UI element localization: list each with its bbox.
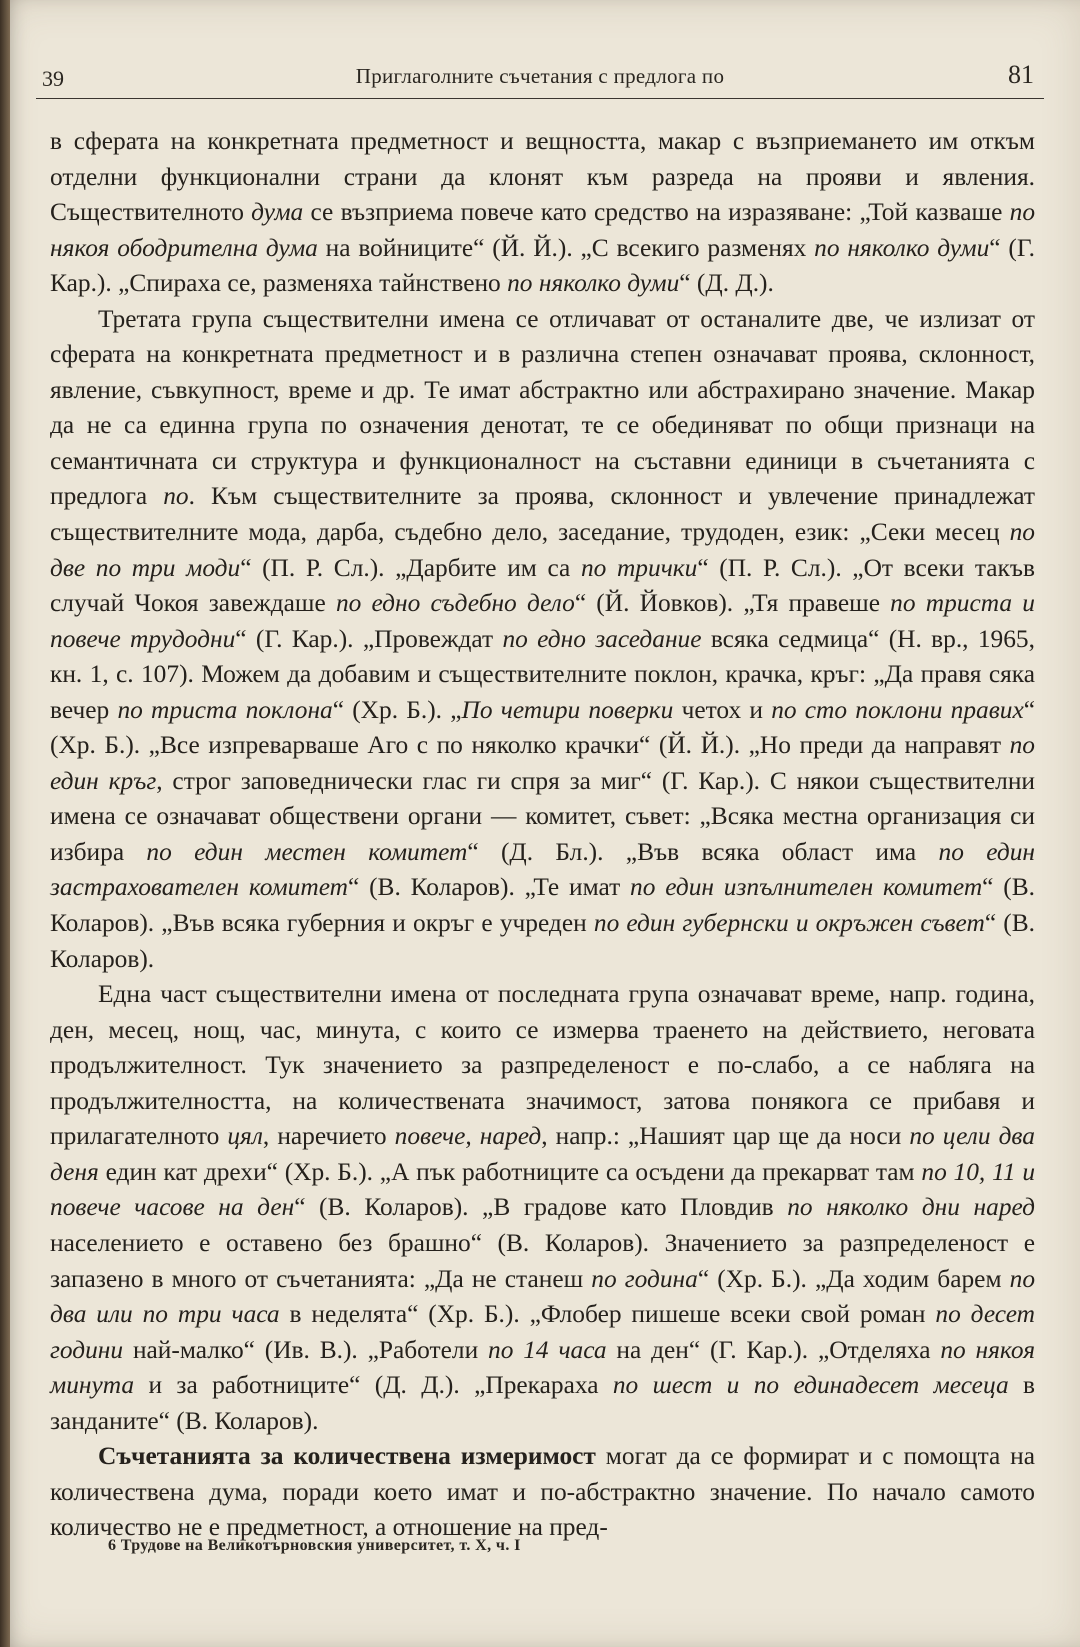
footer-signature-line: 6 Трудове на Великотърновския университет, т. X, ч. I <box>108 1537 521 1554</box>
body-text <box>50 124 1035 1546</box>
paragraph-1: в сферата на конкретната предметност и вещността, макар с възприемането им откъм отделни функционални страни да клонят към разреда на прояви и явления. Съществителното дума се възприема повече като средство на изразяване: „Той казваше по някоя ободрителна дума на войниците“ (Й. Й.). „С всекиго разменях по няколко думи“ (Г. Кар.). „Спираха се, разменяха тайнствено по няколко думи“ (Д. Д.). <box>50 127 1036 298</box>
book-spine-shadow <box>0 0 10 1647</box>
header-left-number: 39 <box>42 66 64 91</box>
paragraph-3: Една част съществителни имена от последната група означават време, напр. година, ден, месец, нощ, час, минута, с които се измерва траенето на действието, неговата продължителност. Тук значението за разпределеност е по-слабо, а се набляга на продължителността, на количествената значимост, затова понякога се прибавя и прилагателното цял, наречието повече, наред, напр.: „Нашият цар ще да носи по цели два деня един кат дрехи“ (Хр. Б.). „А пък работниците са осъдени да прекарват там по 10, 11 и повече часове на ден“ (В. Коларов). „В градове като Пловдив по няколко дни наред населението е оставено без брашно“ (В. Коларов). Значението за разпределеност е запазено в много от съчетанията: „Да не станеш по година“ (Хр. Б.). „Да ходим барем по два или по три часа в неделята“ (Хр. Б.). „Флобер пишеше всеки свой роман по десет години най-малко“ (Ив. В.). „Работели по 14 часа на ден“ (Г. Кар.). „Отделяха по някоя минута и за работниците“ (Д. Д.). „Прекараха по шест и по единадесет месеца в занданите“ (В. Коларов). <box>50 980 1036 1435</box>
paragraph-2: Третата група съществителни имена се отличават от останалите две, че излизат от сферата на конкретната предметност и в различна степен означават проява, склонност, явление, съвкупност, време и др. Те имат абстрактно или абстрахирано значение. Макар да не са единна група по означения денотат, те се обединяват по общи признаци на семантичната си структура и функционалност на съставни единици в съчетанията с предлога по. Към съществителните за проява, склонност и увлечение принадлежат съществителните мода, дарба, съдебно дело, заседание, трудоден, език: „Секи месец по две по три моди“ (П. Р. Сл.). „Дарбите им са по трички“ (П. Р. Сл.). „От всеки такъв случай Чокоя завеждаше по едно съдебно дело“ (Й. Йовков). „Тя правеше по триста и повече трудодни“ (Г. Кар.). „Провеждат по едно заседание всяка седмица“ (Н. вр., 1965, кн. 1, с. 107). Можем да добавим и съществителните поклон, крачка, кръг: „Да правя сяка вечер по триста поклона“ (Хр. Б.). „По четири поверки четох и по сто поклони правих“ (Хр. Б.). „Все изпреварваше Аго с по няколко крачки“ (Й. Й.). „Но преди да направят по един кръг, строг заповеднически глас ги спря за миг“ (Г. Кар.). С някои съществителни имена се означават обществени органи — комитет, съвет: „Всяка местна организация си избира по един местен комитет“ (Д. Бл.). „Във всяка област има по един застрахователен комитет“ (В. Коларов). „Те имат по един изпълнителен комитет“ (В. Коларов). „Във всяка губерния и окръг е учреден по един губернски и окръжен съвет“ (В. Коларов). <box>50 304 1036 973</box>
page-number: 81 <box>1008 60 1034 89</box>
running-header <box>36 58 1044 99</box>
paragraph-4: Съчетанията за количествена измеримост могат да се формират и с помощта на количествена дума, поради което имат и по-абстрактно значение. По начало самото количество не е предметност, а отношение на пред- <box>50 1442 1035 1542</box>
header-title: Приглаголните съчетания с предлога по <box>355 64 725 88</box>
